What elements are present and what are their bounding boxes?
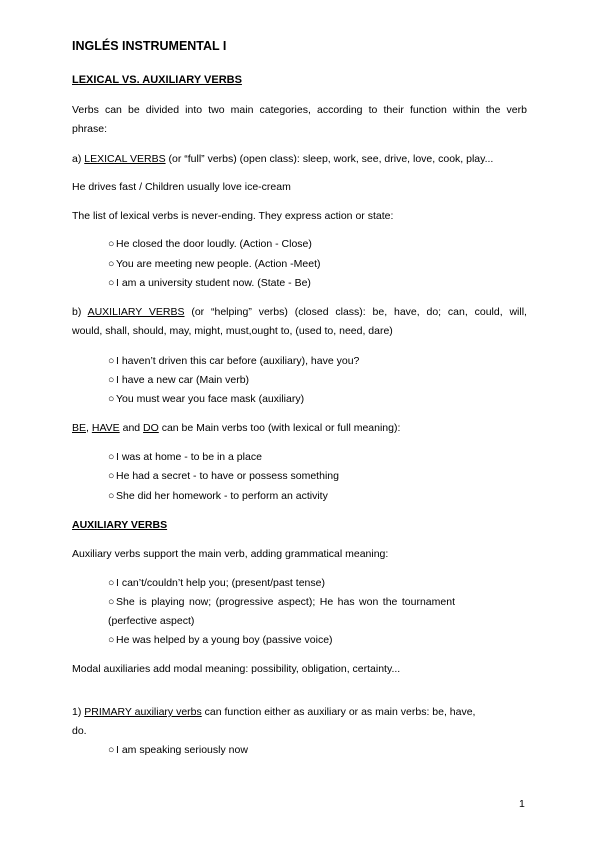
section-heading-auxiliary-verbs: AUXILIARY VERBS <box>72 519 168 531</box>
auxiliary-verbs-term: AUXILIARY VERBS <box>87 306 185 318</box>
modal-auxiliaries-text: Modal auxiliaries add modal meaning: possibility, obligation, certainty... <box>72 663 401 675</box>
be-term: BE <box>72 422 87 434</box>
list-item: ○ She did her homework - to perform an activity <box>108 490 328 502</box>
main-verbs-statement: BE, HAVE and DO can be Main verbs too (with lexical or full meaning): <box>72 422 401 434</box>
have-term: HAVE <box>91 422 120 434</box>
list-item-continuation: (perfective aspect) <box>108 615 195 627</box>
list-item: ○ I am speaking seriously now <box>108 744 248 756</box>
lexical-example: He drives fast / Children usually love ice-cream <box>72 181 291 193</box>
bullet-icon: ○ <box>108 634 115 646</box>
document-title: INGLÉS INSTRUMENTAL I <box>72 39 227 53</box>
bullet-icon: ○ <box>108 355 115 367</box>
auxiliary-prefix: b) <box>72 306 88 318</box>
page-number: 1 <box>519 798 525 810</box>
section-heading-lexical-vs-auxiliary: LEXICAL VS. AUXILIARY VERBS <box>72 74 242 86</box>
bullet-icon: ○ <box>108 238 115 250</box>
list-item: ○ She is playing now; (progressive aspect); He has won the tournament <box>108 596 455 608</box>
aux-support-text: Auxiliary verbs support the main verb, adding grammatical meaning: <box>72 548 389 560</box>
lexical-description: The list of lexical verbs is never-ending. They express action or state: <box>72 210 394 222</box>
bullet-icon: ○ <box>108 744 115 756</box>
bullet-icon: ○ <box>108 470 115 482</box>
list-item: ○ I have a new car (Main verb) <box>108 374 250 386</box>
list-item: ○ I can’t/couldn’t help you; (present/past tense) <box>108 577 325 589</box>
intro-line-2: phrase: <box>72 123 108 135</box>
list-item: ○ I am a university student now. (State - Be) <box>108 277 311 289</box>
primary-auxiliary-definition: 1) PRIMARY auxiliary verbs can function either as auxiliary or as main verbs: be, have, <box>72 706 476 718</box>
bullet-icon: ○ <box>108 451 115 463</box>
list-item: ○ I haven’t driven this car before (auxiliary), have you? <box>108 355 360 367</box>
list-item: ○ I was at home - to be in a place <box>108 451 262 463</box>
bullet-icon: ○ <box>108 393 115 405</box>
bullet-icon: ○ <box>108 277 115 289</box>
primary-auxiliary-line-2: do. <box>72 725 87 737</box>
lexical-rest: (or “full” verbs) (open class): sleep, work, see, drive, love, cook, play... <box>165 153 494 165</box>
list-item: ○ He was helped by a young boy (passive voice) <box>108 634 333 646</box>
bullet-icon: ○ <box>108 490 115 502</box>
bullet-icon: ○ <box>108 374 115 386</box>
primary-auxiliary-term: PRIMARY auxiliary verbs <box>84 706 202 718</box>
auxiliary-verbs-definition <box>72 306 527 319</box>
bullet-icon: ○ <box>108 596 115 608</box>
lexical-verbs-term: LEXICAL VERBS <box>84 153 166 165</box>
bullet-icon: ○ <box>108 577 115 589</box>
intro-line-1: Verbs can be divided into two main categories, according to their function within the verb <box>72 104 527 116</box>
lexical-verbs-definition <box>72 153 493 166</box>
auxiliary-verbs-line-2: would, shall, should, may, might, must,ought to, (used to, need, dare) <box>72 325 393 337</box>
auxiliary-rest: (or “helping” verbs) (closed class): be, have, do; can, could, will, <box>184 306 527 318</box>
lexical-prefix: a) <box>72 153 85 165</box>
list-item: ○ You must wear you face mask (auxiliary) <box>108 393 305 405</box>
do-term: DO <box>143 422 159 434</box>
bullet-icon: ○ <box>108 258 115 270</box>
list-item: ○ You are meeting new people. (Action -Meet) <box>108 258 321 270</box>
list-item: ○ He had a secret - to have or possess something <box>108 470 339 482</box>
list-item: ○ He closed the door loudly. (Action - Close) <box>108 238 312 250</box>
